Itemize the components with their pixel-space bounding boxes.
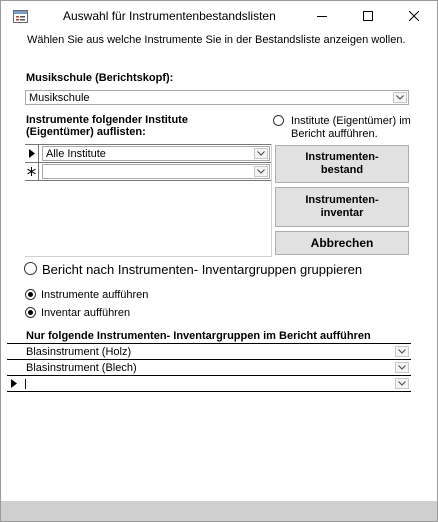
chevron-down-icon	[257, 151, 265, 156]
institute-subform	[25, 144, 272, 257]
gruppieren-radio[interactable]	[24, 262, 37, 275]
table-row[interactable]	[25, 163, 271, 181]
table-row[interactable]	[25, 145, 271, 163]
instrumenteninventar-button[interactable]: Instrumenten- inventar	[275, 187, 409, 227]
dropdown-button[interactable]	[254, 148, 268, 159]
musikschule-combo[interactable]	[25, 90, 409, 105]
record-selector[interactable]	[25, 163, 39, 180]
institute-combo-new[interactable]	[42, 164, 270, 179]
chevron-down-icon	[396, 95, 404, 100]
chevron-down-icon	[398, 365, 406, 370]
form-icon	[13, 10, 28, 23]
close-button[interactable]	[391, 1, 437, 31]
institute-combo[interactable]	[42, 146, 270, 161]
title-bar	[1, 1, 437, 31]
instrumente-radio-label: Instrumente aufführen	[41, 289, 149, 301]
status-bar	[1, 501, 437, 521]
institute-option-radio[interactable]	[273, 115, 284, 126]
dropdown-button[interactable]	[395, 362, 409, 373]
gruppieren-label: Bericht nach Instrumenten- Inventargruppen gruppieren	[42, 262, 363, 277]
chevron-down-icon	[398, 381, 406, 386]
record-selector[interactable]	[25, 145, 39, 162]
table-row[interactable]	[7, 344, 411, 360]
abbrechen-button[interactable]: Abbrechen	[275, 231, 409, 255]
musikschule-value: Musikschule	[29, 92, 90, 104]
close-icon	[409, 11, 419, 21]
text-cursor	[25, 379, 26, 389]
gruppe-combo[interactable]	[22, 344, 411, 359]
dropdown-button[interactable]	[395, 378, 409, 389]
gruppe-combo[interactable]	[22, 360, 411, 375]
dropdown-button[interactable]	[393, 92, 407, 103]
window-title: Auswahl für Instrumentenbestandslisten	[63, 9, 276, 23]
intro-text: Wählen Sie aus welche Instrumente Sie in der Bestandsliste anzeigen wollen.	[27, 34, 406, 46]
table-row[interactable]	[7, 360, 411, 376]
dropdown-button[interactable]	[254, 166, 268, 177]
chevron-down-icon	[398, 349, 406, 354]
gruppe-value: Blasinstrument (Holz)	[26, 346, 132, 358]
musikschule-label: Musikschule (Berichtskopf):	[26, 72, 174, 84]
chevron-down-icon	[257, 169, 265, 174]
new-record-icon	[27, 167, 36, 176]
instrumentenbestand-button[interactable]: Instrumenten- bestand	[275, 145, 409, 183]
instrumente-radio[interactable]	[25, 289, 36, 300]
minimize-icon	[317, 11, 327, 21]
current-record-icon	[29, 149, 35, 158]
record-selector[interactable]	[7, 376, 21, 391]
inventar-radio-label: Inventar aufführen	[41, 307, 131, 319]
gruppen-subform	[7, 343, 411, 395]
inventar-radio[interactable]	[25, 307, 36, 318]
institute-option-label: Institute (Eigentümer) im Bericht aufführen.	[291, 115, 411, 140]
gruppen-list-label: Nur folgende Instrumenten- Inventargruppen im Bericht aufführen	[26, 330, 371, 342]
table-row[interactable]	[7, 376, 411, 392]
institute-value: Alle Institute	[46, 148, 106, 160]
gruppe-value: Blasinstrument (Blech)	[26, 362, 137, 374]
gruppe-combo-new[interactable]	[22, 376, 411, 391]
current-record-icon	[11, 379, 17, 388]
dropdown-button[interactable]	[395, 346, 409, 357]
minimize-button[interactable]	[299, 1, 345, 31]
maximize-button[interactable]	[345, 1, 391, 31]
institute-label: Instrumente folgender Institute (Eigentümer) auflisten:	[26, 114, 188, 138]
maximize-icon	[363, 11, 373, 21]
